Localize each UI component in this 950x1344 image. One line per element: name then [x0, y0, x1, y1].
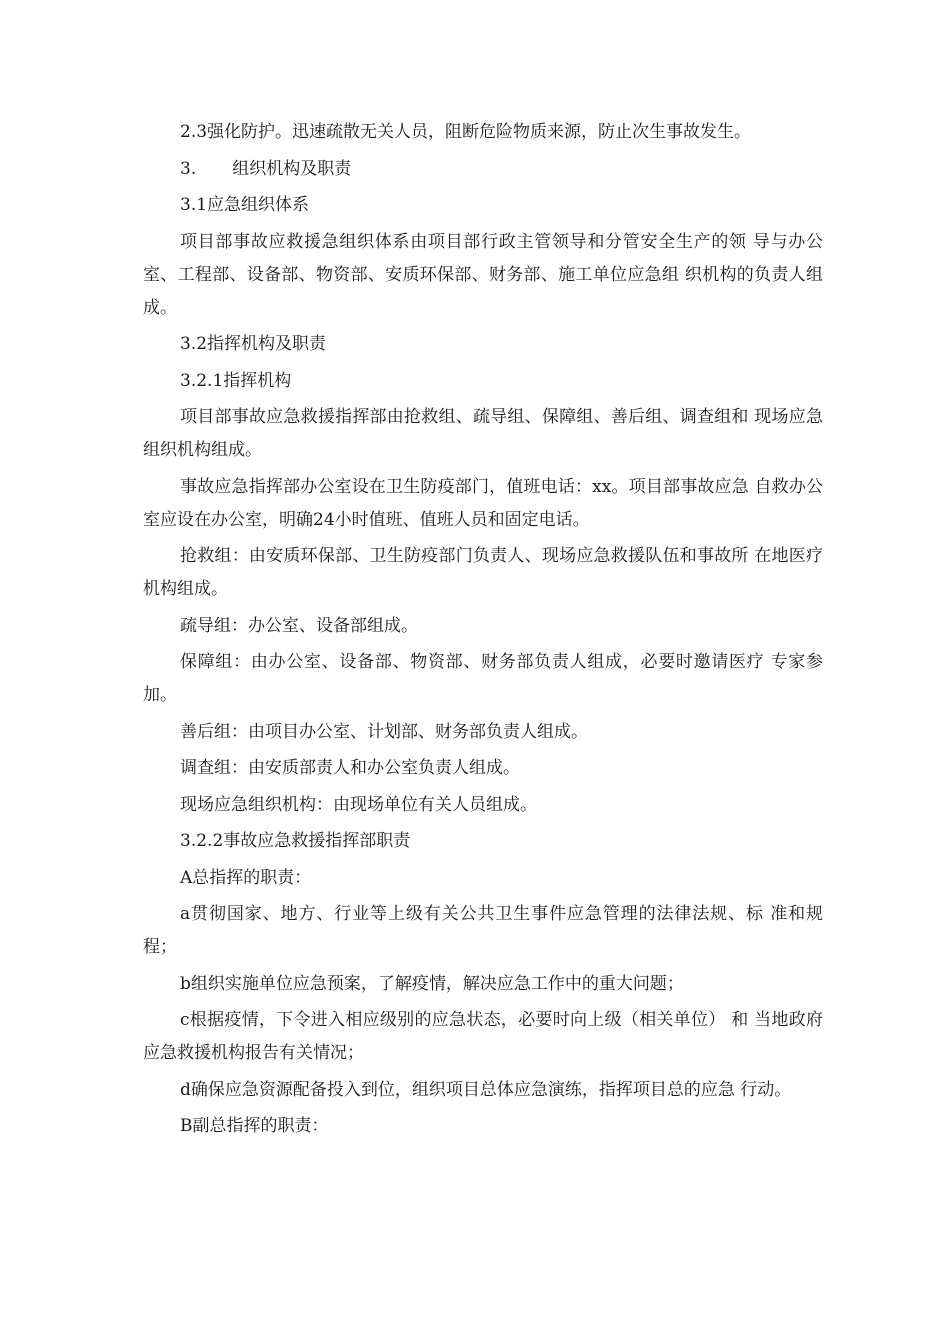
- section-number: 3.: [180, 158, 197, 179]
- subheading-3-2-1: 3.2.1指挥机构: [180, 370, 292, 391]
- list-item-d: d确保应急资源配备投入到位，组织项目总体应急演练，指挥项目总的应急 行动。: [180, 1079, 792, 1100]
- list-item-a: a贯彻国家、地方、行业等上级有关公共卫生事件应急管理的法律法规、标 准和规程；: [143, 904, 823, 957]
- paragraph-2-3: 2.3强化防护。迅速疏散无关人员，阻断危险物质来源，防止次生事故发生。: [180, 122, 752, 142]
- list-item-b: b组织实施单位应急预案，了解疫情，解决应急工作中的重大问题；: [180, 973, 684, 994]
- paragraph-onsite-org: 现场应急组织机构：由现场单位有关人员组成。: [180, 794, 537, 815]
- section-title: 组织机构及职责: [232, 158, 352, 179]
- subheading-deputy-duties: B副总指挥的职责：: [180, 1116, 329, 1136]
- section-heading-3: [143, 153, 823, 186]
- paragraph-rescue-group: 抢救组：由安质环保部、卫生防疫部门负责人、现场应急救援队伍和事故所 在地医疗机构组成。: [143, 546, 823, 599]
- paragraph-command-office: 事故应急指挥部办公室设在卫生防疫部门，值班电话：xx。项目部事故应急 自救办公室应设在办公室，明确24小时值班、值班人员和固定电话。: [143, 476, 823, 530]
- subheading-3-1: 3.1应急组织体系: [180, 195, 310, 215]
- subheading-commander-duties: A总指挥的职责：: [180, 867, 312, 888]
- paragraph-command-composition: 项目部事故应急救援指挥部由抢救组、疏导组、保障组、善后组、调查组和 现场应急组织机构组成。: [143, 407, 823, 460]
- subheading-3-2: 3.2指挥机构及职责: [180, 334, 327, 354]
- list-item-c: c根据疫情，下令进入相应级别的应急状态，必要时向上级（相关单位） 和 当地政府应急救援机构报告有关情况；: [143, 1010, 823, 1063]
- paragraph-support-group: 保障组：由办公室、设备部、物资部、财务部负责人组成，必要时邀请医疗 专家参加。: [143, 652, 823, 705]
- paragraph-guidance-group: 疏导组：办公室、设备部组成。: [180, 615, 418, 636]
- subheading-3-2-2: 3.2.2事故应急救援指挥部职责: [180, 831, 411, 851]
- document-body: [143, 116, 823, 1147]
- paragraph-aftermath-group: 善后组：由项目办公室、计划部、财务部负责人组成。: [180, 721, 588, 742]
- paragraph-investigation-group: 调查组：由安质部责人和办公室负责人组成。: [180, 758, 520, 778]
- paragraph-org-system: 项目部事故应救援急组织体系由项目部行政主管领导和分管安全生产的领 导与办公室、工程部、设备部、物资部、安质环保部、财务部、施工单位应急组 织机构的负责人组成。: [143, 231, 823, 318]
